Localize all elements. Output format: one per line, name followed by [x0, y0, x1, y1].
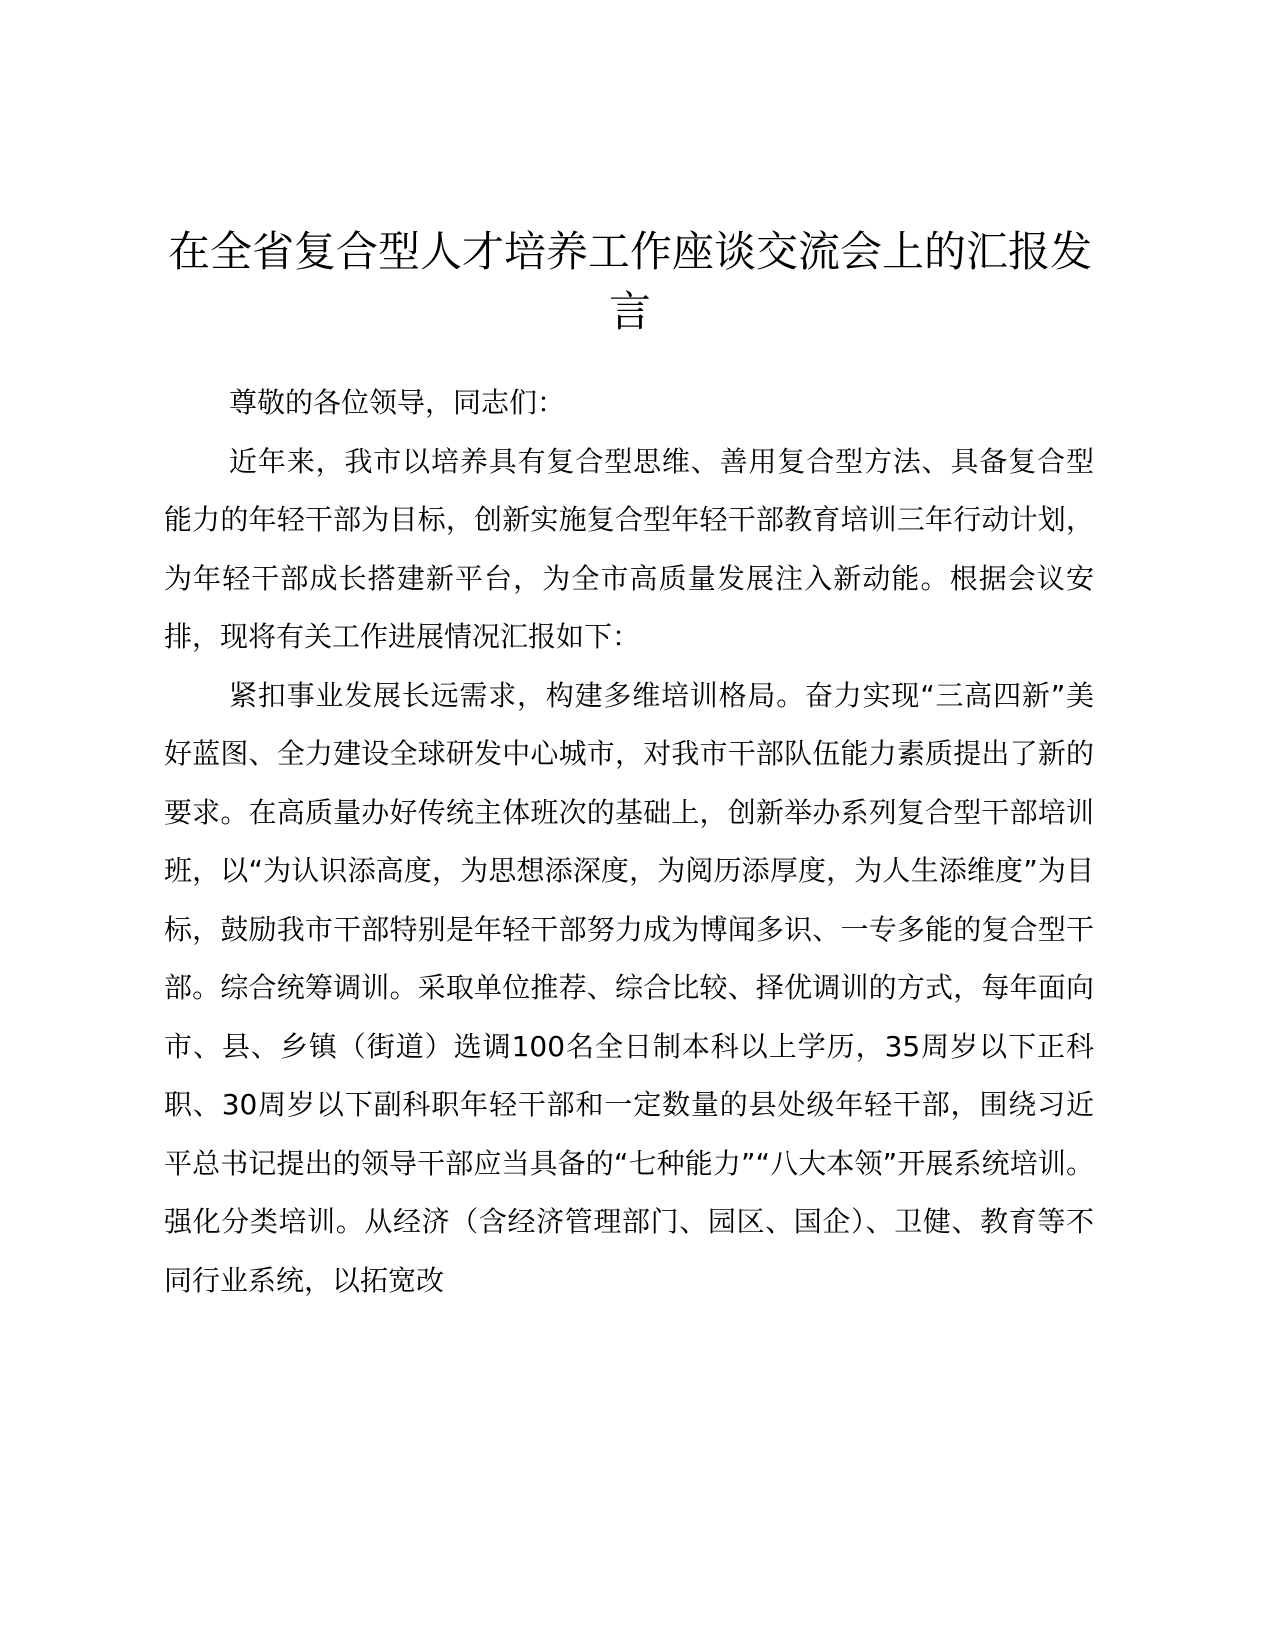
document-title: 在全省复合型人才培养工作座谈交流会上的汇报发言 [167, 227, 1092, 336]
training-paragraph: 紧扣事业发展长远需求，构建多维培训格局。奋力实现“三高四新”美好蓝图、全力建设全球研发中心城市，对我市干部队伍能力素质提出了新的要求。在高质量办好传统主体班次的基础上，创新举办系列复合型干部培训班，以“为认识添高度，为思想添深度，为阅历添厚度，为人生添维度”为目标，鼓励我市干部特别是年轻干部努力成为博闻多识、一专多能的复合型干部。综合统筹调训。采取单位推荐、综合比较、择优调训的方式，每年面向市、县、乡镇（街道）选调100名全日制本科以上学历，35周岁以下正科职、30周岁以下副科职年轻干部和一定数量的县处级年轻干部，围绕习近平总书记提出的领导干部应当具备的“七种能力”“八大本领”开展系统培训。强化分类培训。从经济（含经济管理部门、园区、国企）、卫健、教育等不同行业系统，以拓宽改 [164, 678, 1094, 1297]
document-body [164, 374, 1094, 1310]
salutation-paragraph: 尊敬的各位领导，同志们： [229, 386, 566, 419]
intro-paragraph: 近年来，我市以培养具有复合型思维、善用复合型方法、具备复合型能力的年轻干部为目标，创新实施复合型年轻干部教育培训三年行动计划，为年轻干部成长搭建新平台，为全市高质量发展注入新动能。根据会议安排，现将有关工作进展情况汇报如下： [164, 444, 1094, 653]
